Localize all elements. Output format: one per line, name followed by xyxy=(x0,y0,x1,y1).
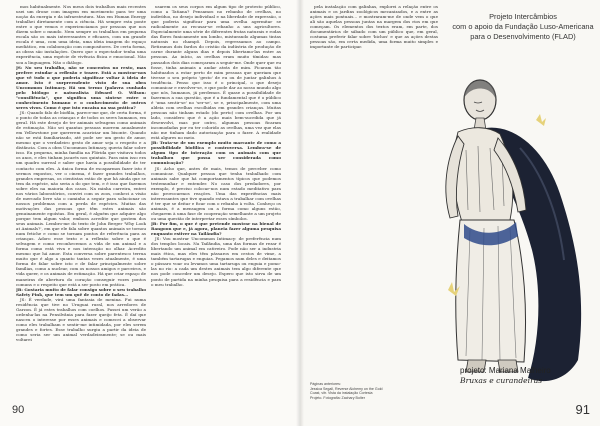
caption-line-4: Projeto. Fotografia: Zachary Bolter xyxy=(310,395,365,400)
text-column-1 xyxy=(16,4,146,400)
artwork-title: Bruxas e curandeiras xyxy=(460,376,543,385)
header-line-2: com o apoio da Fundação Luso-Americana xyxy=(452,22,594,31)
project-header xyxy=(450,12,596,42)
right-page xyxy=(300,0,600,426)
body-paragraph: JS: Quando falo de biofilia, parece-me que, de certa forma, é o ponto de todas as crianças e de todos os seres humanos, em geral. Há este desejo de ter animais selvagens como animais de estimação. Não sei quantas pessoas morrem anualmente em Yellowstone por quererem acariciar um bisonte. Quando não se está familiarizado, até pode ser um gesto de amor, mesmo que o verdadeiro gesto de amor seja o respeito e a distância. Com a obra Uncommon Intimacy, queria falar sobre isso. Eu pequena, minha família na Flórida que visitava todos os anos, e eles tinham jacarés nos quintais. Para mim isso era um quadro surreal e saber que havia a possibilidade de ter contacto com eles. A única forma de escaparmos fazer isto é sermos expostos, ver o cinema, é fazer grandes trabalhos, grandes empresas, os cientistas estão de que há ainda que se tem da espécie, não seria a do que tem, e é isso que fazemos sobre eles na maioria dos casos. Na minha carreira, entrei nos vários laboratórios, convivi com os zoos, conheci a visão de mercado livre são o caminho a seguir para solucionar os nossos problemas com a perda de espécies. Muitas das motivações das pessoas que têm estes animais são genuinamente egoístas. Em geral, é alguém que adquire algo porque tem algum valor, embora acredite que gostem dos seus animais. Lembro-me do texto de John Berger 'Why Look at Animals?', em que ele fala sobre quantos animais se tornou num fetiche e como se tornam pontos de referência para as crianças. Adoro esse texto e a reflexão sobre o que é selvagem e como reconhecemos a vida de um animal e a forma como está viva e nos interação no olhar. Acredito mesmo que há amor. Esta conversa sobre parentesco terrua muito que é algo a quanto tantas vezes atualmente, é uma forma de falar sobre isto e de falar principalmente sobre famílias, como a nuclear, com os nossos amigos e parceiros, e vida queer, e os animais de estimação. Há que criar espaço de maneiras de abertura do coração conseguir vozes pontos comuns e o respeito que está a ser posto em prática. xyxy=(16,109,146,287)
artist-label: projeto: Mariana Malheiro xyxy=(460,366,551,375)
yellow-accent-2 xyxy=(536,114,546,126)
interview-question: JB: Trata-se de um exemplo muito marcante de como a possibilidade biofílica e controversa. Lembra-se de algum tipo de interação com os animais com que trabalhou que possa ser considerada como comunicação? xyxy=(151,140,281,166)
header-line-3: para o Desenvolvimento (FLAD) xyxy=(470,32,576,41)
body-paragraph: mos habitualmente. Nos meus dois trabalhos mais recentes usei um drone com imagem em movimento para ter uma noção da energia e da infraestrutura. Mas em Human Energy trabalhei diretamente com a ciência. Há sempre esta ponte entre o que vemos e experienciamos por pessoas que nos dizem sobre o mundo. Nem sempre os trabalhos em pequena escala são os mais interessantes e eficazes, com um grande escala é uma, com uma ideia, uma ideia imagem do espaço mediático, em colaboração com compositores. De certa forma, as obras são instalações. Quero que o espectador tenha uma experiência, uma espécie de vivência física e emocional. Não sou a linguagem. Não o diálogo. xyxy=(16,4,146,65)
page-number-left: 90 xyxy=(12,404,25,416)
artwork-illustration xyxy=(428,60,600,390)
interview-question: JS: No seu trabalho, não se concentra no resto, mas prefere estudar a reflexão e trazer. Está a mostrar-nos que vê tudo o que poderia significar voltar à ideia de amor. Isto é surpreendente visto de sua obra Uncommon Intimacy. Há um termo (palavra cunhada pelo biólogo e naturalista Edward O. Wilson: "consiliência", que significa uma sintese entre o conhecimento humano e o conhecimento de outros seres vivos. Como é que isto encaixa na sua prática? xyxy=(16,64,146,110)
text-column-2 xyxy=(151,4,281,400)
body-paragraph: JS: Vou mostrar Uncommon Intimacy: de preferência num dos templos locais. Na Tailândia, uma das formas de rezar é libertando um animal em cativeiro. Pode não ser a industria mais ética, mas eles têm pássaros em cestos de vime, a também tartarugas e enguias. Pegamos num deles e deitamos o pássaro voar ou levamos uma tartaruga ou enguia e pomo-las no rio: a cada um destes animais tem algo diferente que nos pode conceder um desejo. Espero que isto sirva de um ponto de partida na minha pesquisa para a residência e para o meu trabalho. xyxy=(151,236,281,287)
page-number-right: 91 xyxy=(575,402,590,417)
interview-question: JB: Gostaria muito de falar consigo sobre o seu trabalho Safety Pink, que tem um quê de conto de fadas... xyxy=(16,286,146,297)
caption-line-1: Páginas anteriores: xyxy=(310,382,341,386)
artist-credit xyxy=(460,366,590,386)
text-column-3 xyxy=(310,4,438,384)
header-line-1: Projeto Intercâmbios xyxy=(489,12,557,21)
caption-line-2: Jessica Segall, Reverse Alchemy on the Gold xyxy=(310,386,383,391)
page-gutter xyxy=(296,0,304,426)
body-paragraph: JS: É verdade, virá uma fantasia de menina. Fui numa residência que tive no Uruguai rural, nos arredores de Garzon. É já estes trabalhos com coelhos. Passei um verão a ordenha-las na Pensilvânia para fazer queijo feta. É daí que nasceu o interesse por esses animais e comecei a observar como eles trabalham e sentir-me intimidada, por eles serem grandes e fortes. Esse trabalho surgiu a partir da ideia de como seria ser um animal verdadeiramente; se ou mais voltarei xyxy=(16,296,146,343)
image-caption xyxy=(310,382,440,400)
caption-line-3: Coast, vitr. Vista da instalação Cortesia xyxy=(310,391,373,396)
body-paragraph: usarem os seus corpos em algum tipo de protesto público, como a Tatiana? Pensamos no rebanho de ovelhas, no indivíduo, no desejo individual e na liberdade de expressão, o que poderia significar para uma ovelha agermitar se radicalmente ao recusar-se rebanho a uns agricultores. Especialmente uma série de diferentes frutas naturais e rodas das flores funicamente um lombo, misturando algumas tintas naturais no champô. Depois, regressamos ao campo. Retiramos dois fardos do cristão da indústria de produção de carne durante alguns dias e depois libertamo-las entre as pessoas. Ao início, as ovelhas eram muito tímidas: mas passados dois dias começaram a seguir-me. Onde quer que eu fosse, tinha animais a andar atrás de mim. Ficaram tão habituados a estar perto de mim pessoas que queriam que tivesse o seu próprio 'gesto' de eu ou de juntar galinhos à tendência. Penso que isso é o principal, o que desejo comunicar e envolver-se, e que pode dar ao nosso mundo algo que nós, humanos, já perdemos. É quase a possibilidade de fazermos a sua questão, que é a fundamental que é o público é 'uma sentir-se' no 'ser-se', se e, principalmente, com uma aldeia com ovelhas escolhidas em grandes crianças. Muitas pessoas não tinham estado (do perto) com ovelhas. Por um lado, considero que é a ação mais bem-sucedida que já desenvolvi, mas por outro, algumas pessoas ficaram incomodadas por eu ter colorido as ovelhas, uma vez que elas não me tinham dado autorização para o fazer. A realidade está algures no meio. xyxy=(151,4,281,141)
body-paragraph: pela instalação com galinhas, explorei a relação entre os animais e os jardins zoológicos mecanizados, e a entre as ações mais pontuais... e mostraram-me de onde vem o que ali são aquelas pessoas juntas na margem dos rios em que começam. Os elementos dos textos eram, em parte, dos documentários de sábado com um público que, em geral, costuma preferir falar sobre 'bichos' e que as ações destas pessoas são, em certa medida, uma forma muito simples e importante de participar. xyxy=(310,4,438,50)
interview-question: JB: Por fim, o que é que pretende mostrar na bienal de Rangoon que e, já agora, planeia fazer alguma pesquisa enquanto estiver na Tailândia? xyxy=(151,221,281,237)
body-paragraph: JS: Acho que, antes de mais, temos de perceber como comunicar. Qualquer pessoa que tenha trabalhado com animais sabe que há comportamentos típicos que podemos testemunhar e entender. No caso dos predadores, por exemplo, é preciso colocar-nos num estado meditativo para não provocarmos reações. Uma das experiências mais interessantes que tive quando estava a trabalhar com ovelhas é ter que se deitar e ficar com o rebanho à volta. Conheço os animais, é a mensagem ou a forma como alguns estão, chegarem à uma fase de cooperação semelhante a um projeto ou uma questão de interpretar esses símbolos. xyxy=(151,165,281,221)
